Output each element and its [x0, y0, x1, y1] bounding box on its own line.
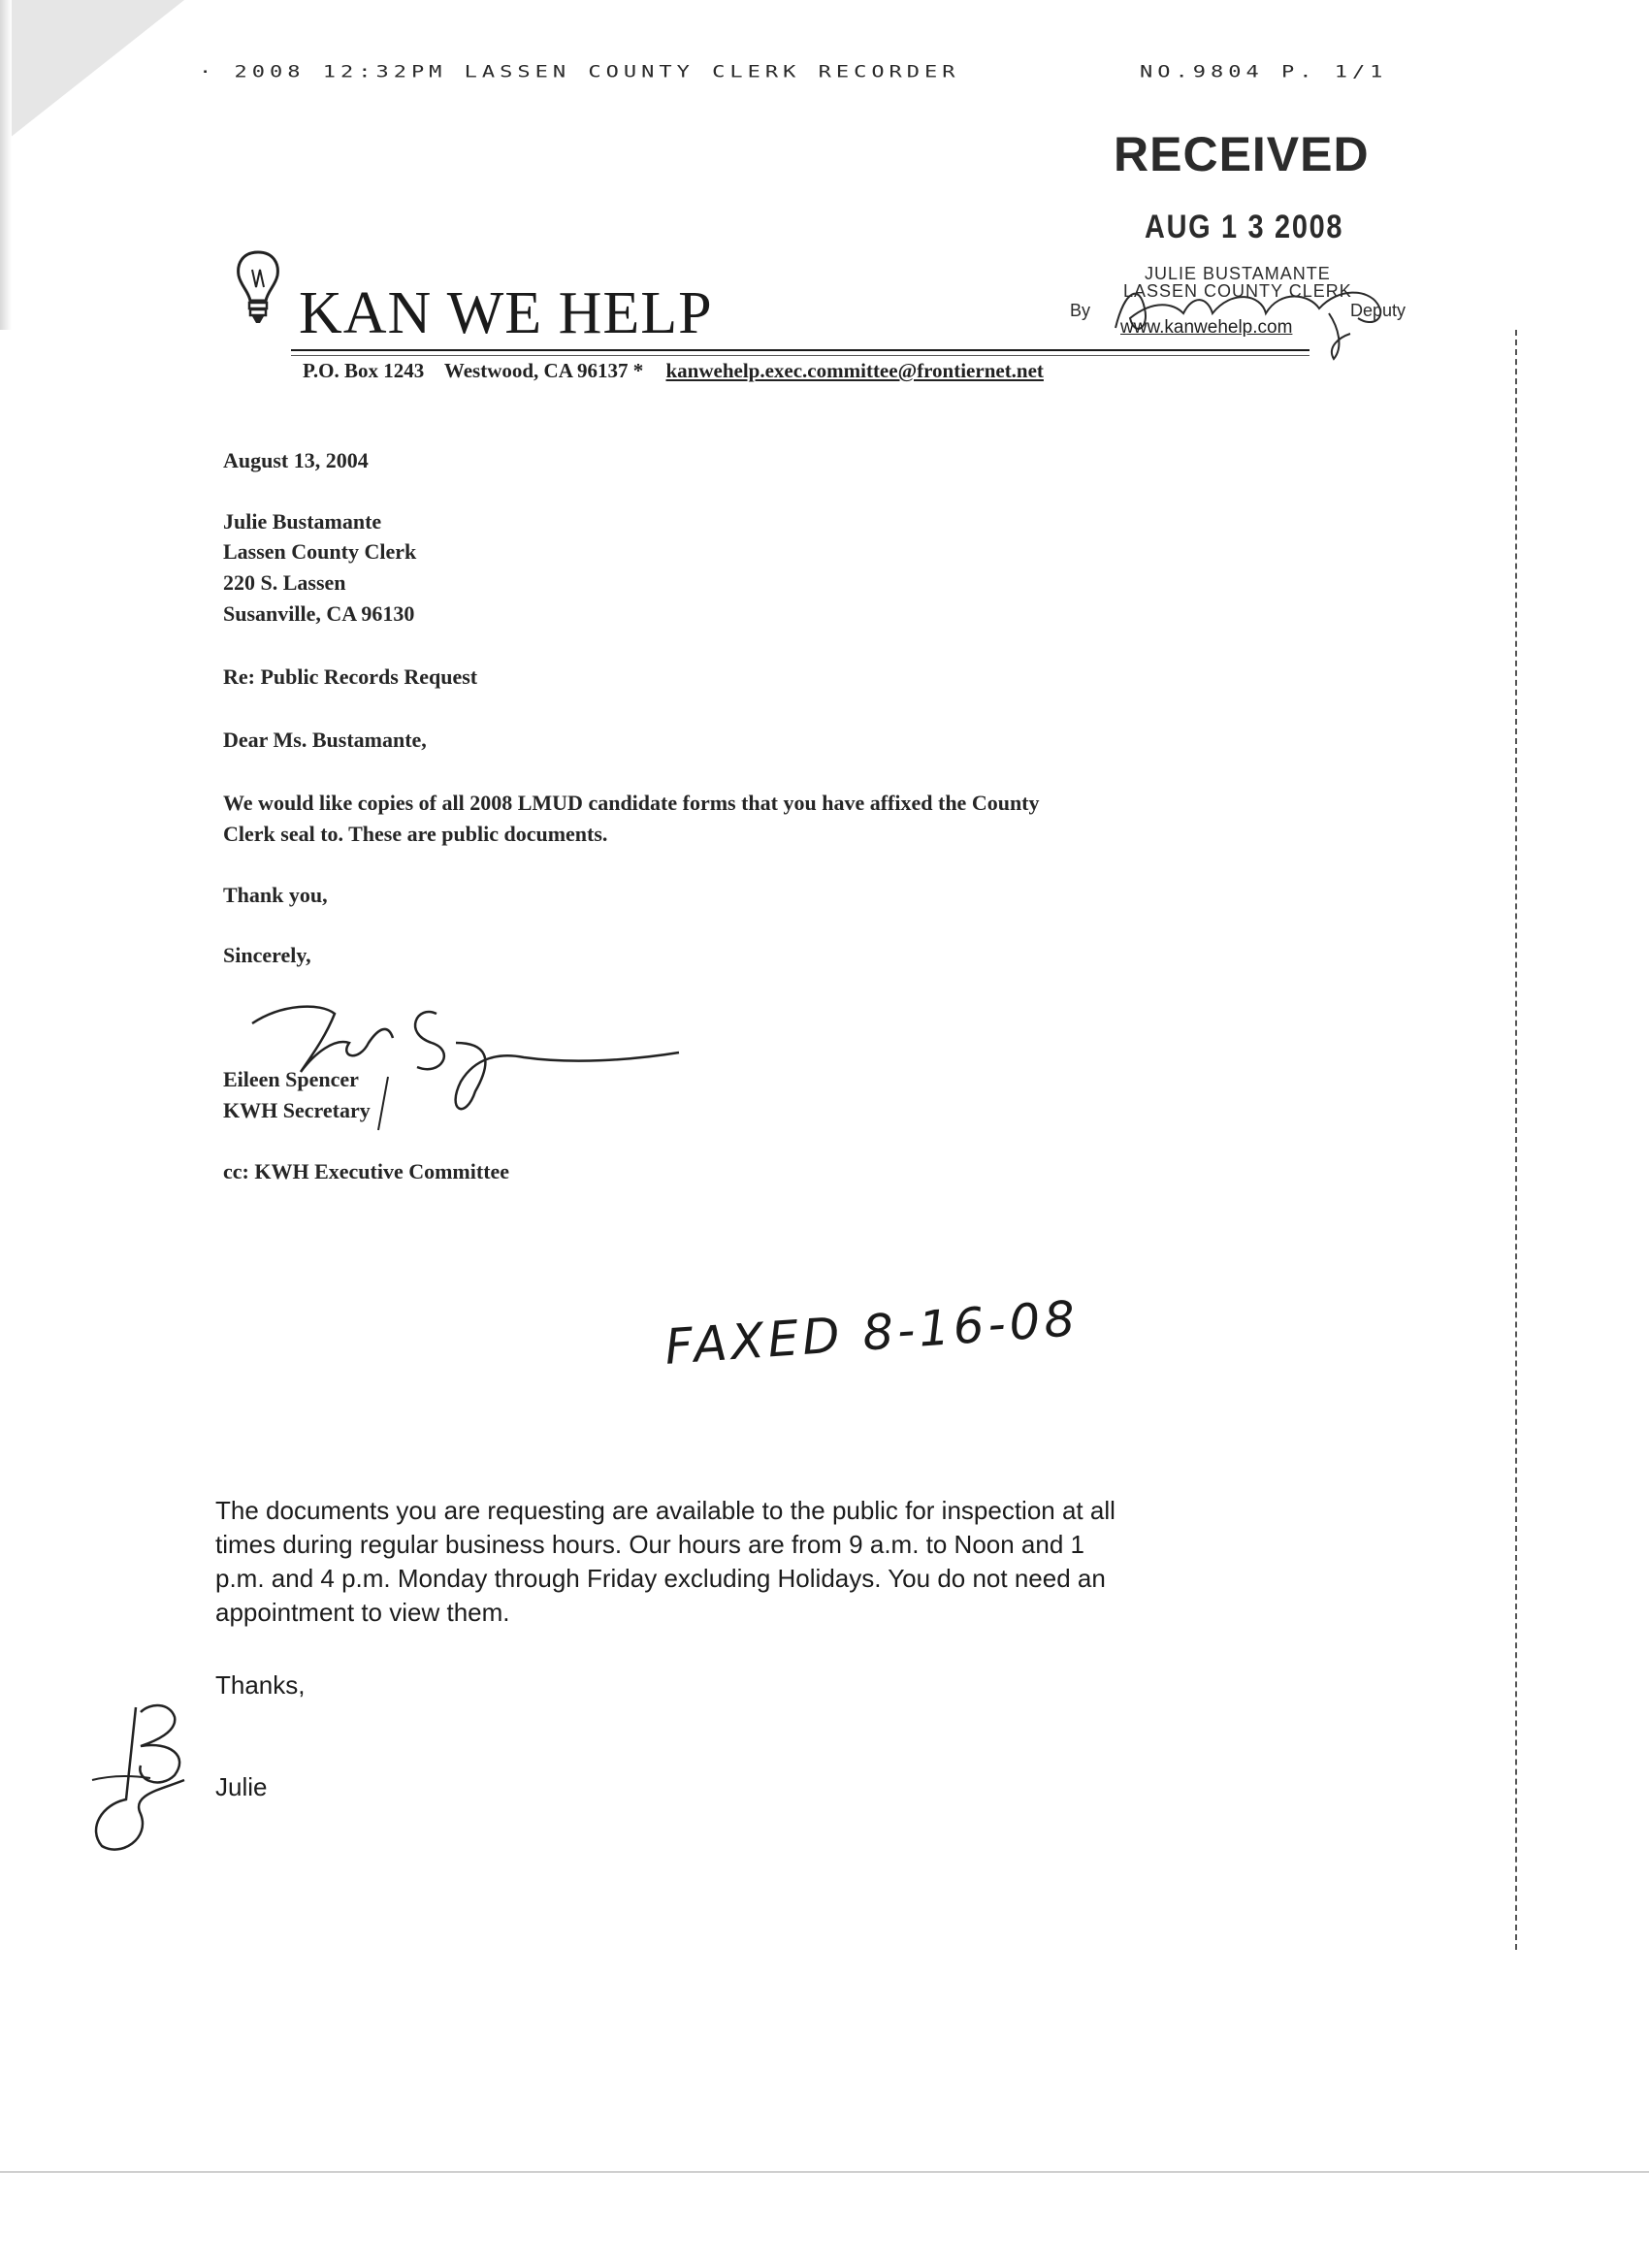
letter-salutation: Dear Ms. Bustamante,	[223, 728, 427, 752]
letter-body-line-1: We would like copies of all 2008 LMUD candidate forms that you have affixed the County	[223, 791, 1040, 815]
recipient-title: Lassen County Clerk	[223, 539, 417, 564]
recipient-street: 220 S. Lassen	[223, 570, 346, 595]
contact-line	[303, 359, 1044, 383]
city-zip: Westwood, CA 96137 *	[443, 359, 644, 382]
received-stamp-by: By	[1070, 301, 1091, 320]
reply-line-3: p.m. and 4 p.m. Monday through Friday excluding Holidays. You do not need an	[215, 1564, 1106, 1593]
signer-name: Eileen Spencer	[223, 1067, 359, 1091]
fax-header-right: NO.9804 P. 1/1	[1140, 63, 1388, 81]
julie-initial-signature	[82, 1693, 218, 1858]
letter-thanks: Thank you,	[223, 883, 328, 907]
letter-closing: Sincerely,	[223, 943, 311, 967]
letterhead-rule-thin	[291, 355, 1310, 356]
fax-edge-line	[1515, 330, 1517, 1950]
reply-line-4: appointment to view them.	[215, 1598, 510, 1627]
faxed-annotation: FAXED 8-16-08	[663, 1290, 1081, 1376]
scan-bottom-edge	[0, 2171, 1649, 2173]
recipient-name: Julie Bustamante	[223, 509, 382, 534]
received-stamp-name: JULIE BUSTAMANTE	[1145, 264, 1331, 283]
deputy-signature	[1096, 270, 1416, 362]
fax-header-left: · 2008 12:32PM LASSEN COUNTY CLERK RECORDER	[199, 63, 960, 81]
letterhead-rule	[291, 349, 1310, 351]
website-link[interactable]: www.kanwehelp.com	[1120, 317, 1293, 338]
reply-line-2: times during regular business hours. Our hours are from 9 a.m. to Noon and 1	[215, 1530, 1084, 1559]
reply-line-1: The documents you are requesting are available to the public for inspection at all	[215, 1496, 1116, 1525]
letter-date: August 13, 2004	[223, 448, 369, 472]
reply-signoff: Julie	[215, 1772, 268, 1801]
lightbulb-icon	[233, 248, 283, 331]
letter-subject: Re: Public Records Request	[223, 664, 478, 689]
email-link[interactable]: kanwehelp.exec.committee@frontiernet.net	[665, 359, 1044, 382]
letter-body-line-2: Clerk seal to. These are public documents.	[223, 822, 608, 846]
received-stamp-deputy: Deputy	[1350, 301, 1406, 320]
reply-thanks: Thanks,	[215, 1670, 306, 1700]
signer-title: KWH Secretary	[223, 1098, 371, 1122]
received-stamp-title: RECEIVED	[1114, 127, 1370, 181]
recipient-city: Susanville, CA 96130	[223, 601, 415, 626]
received-stamp-office: LASSEN COUNTY CLERK	[1123, 281, 1352, 301]
cc-line: cc: KWH Executive Committee	[223, 1159, 510, 1183]
po-box: P.O. Box 1243	[303, 359, 425, 382]
organization-name: KAN WE HELP	[299, 280, 713, 346]
scan-edge-shadow	[0, 0, 12, 330]
received-stamp-date: AUG 1 3 2008	[1145, 209, 1344, 245]
folded-corner	[0, 0, 184, 146]
